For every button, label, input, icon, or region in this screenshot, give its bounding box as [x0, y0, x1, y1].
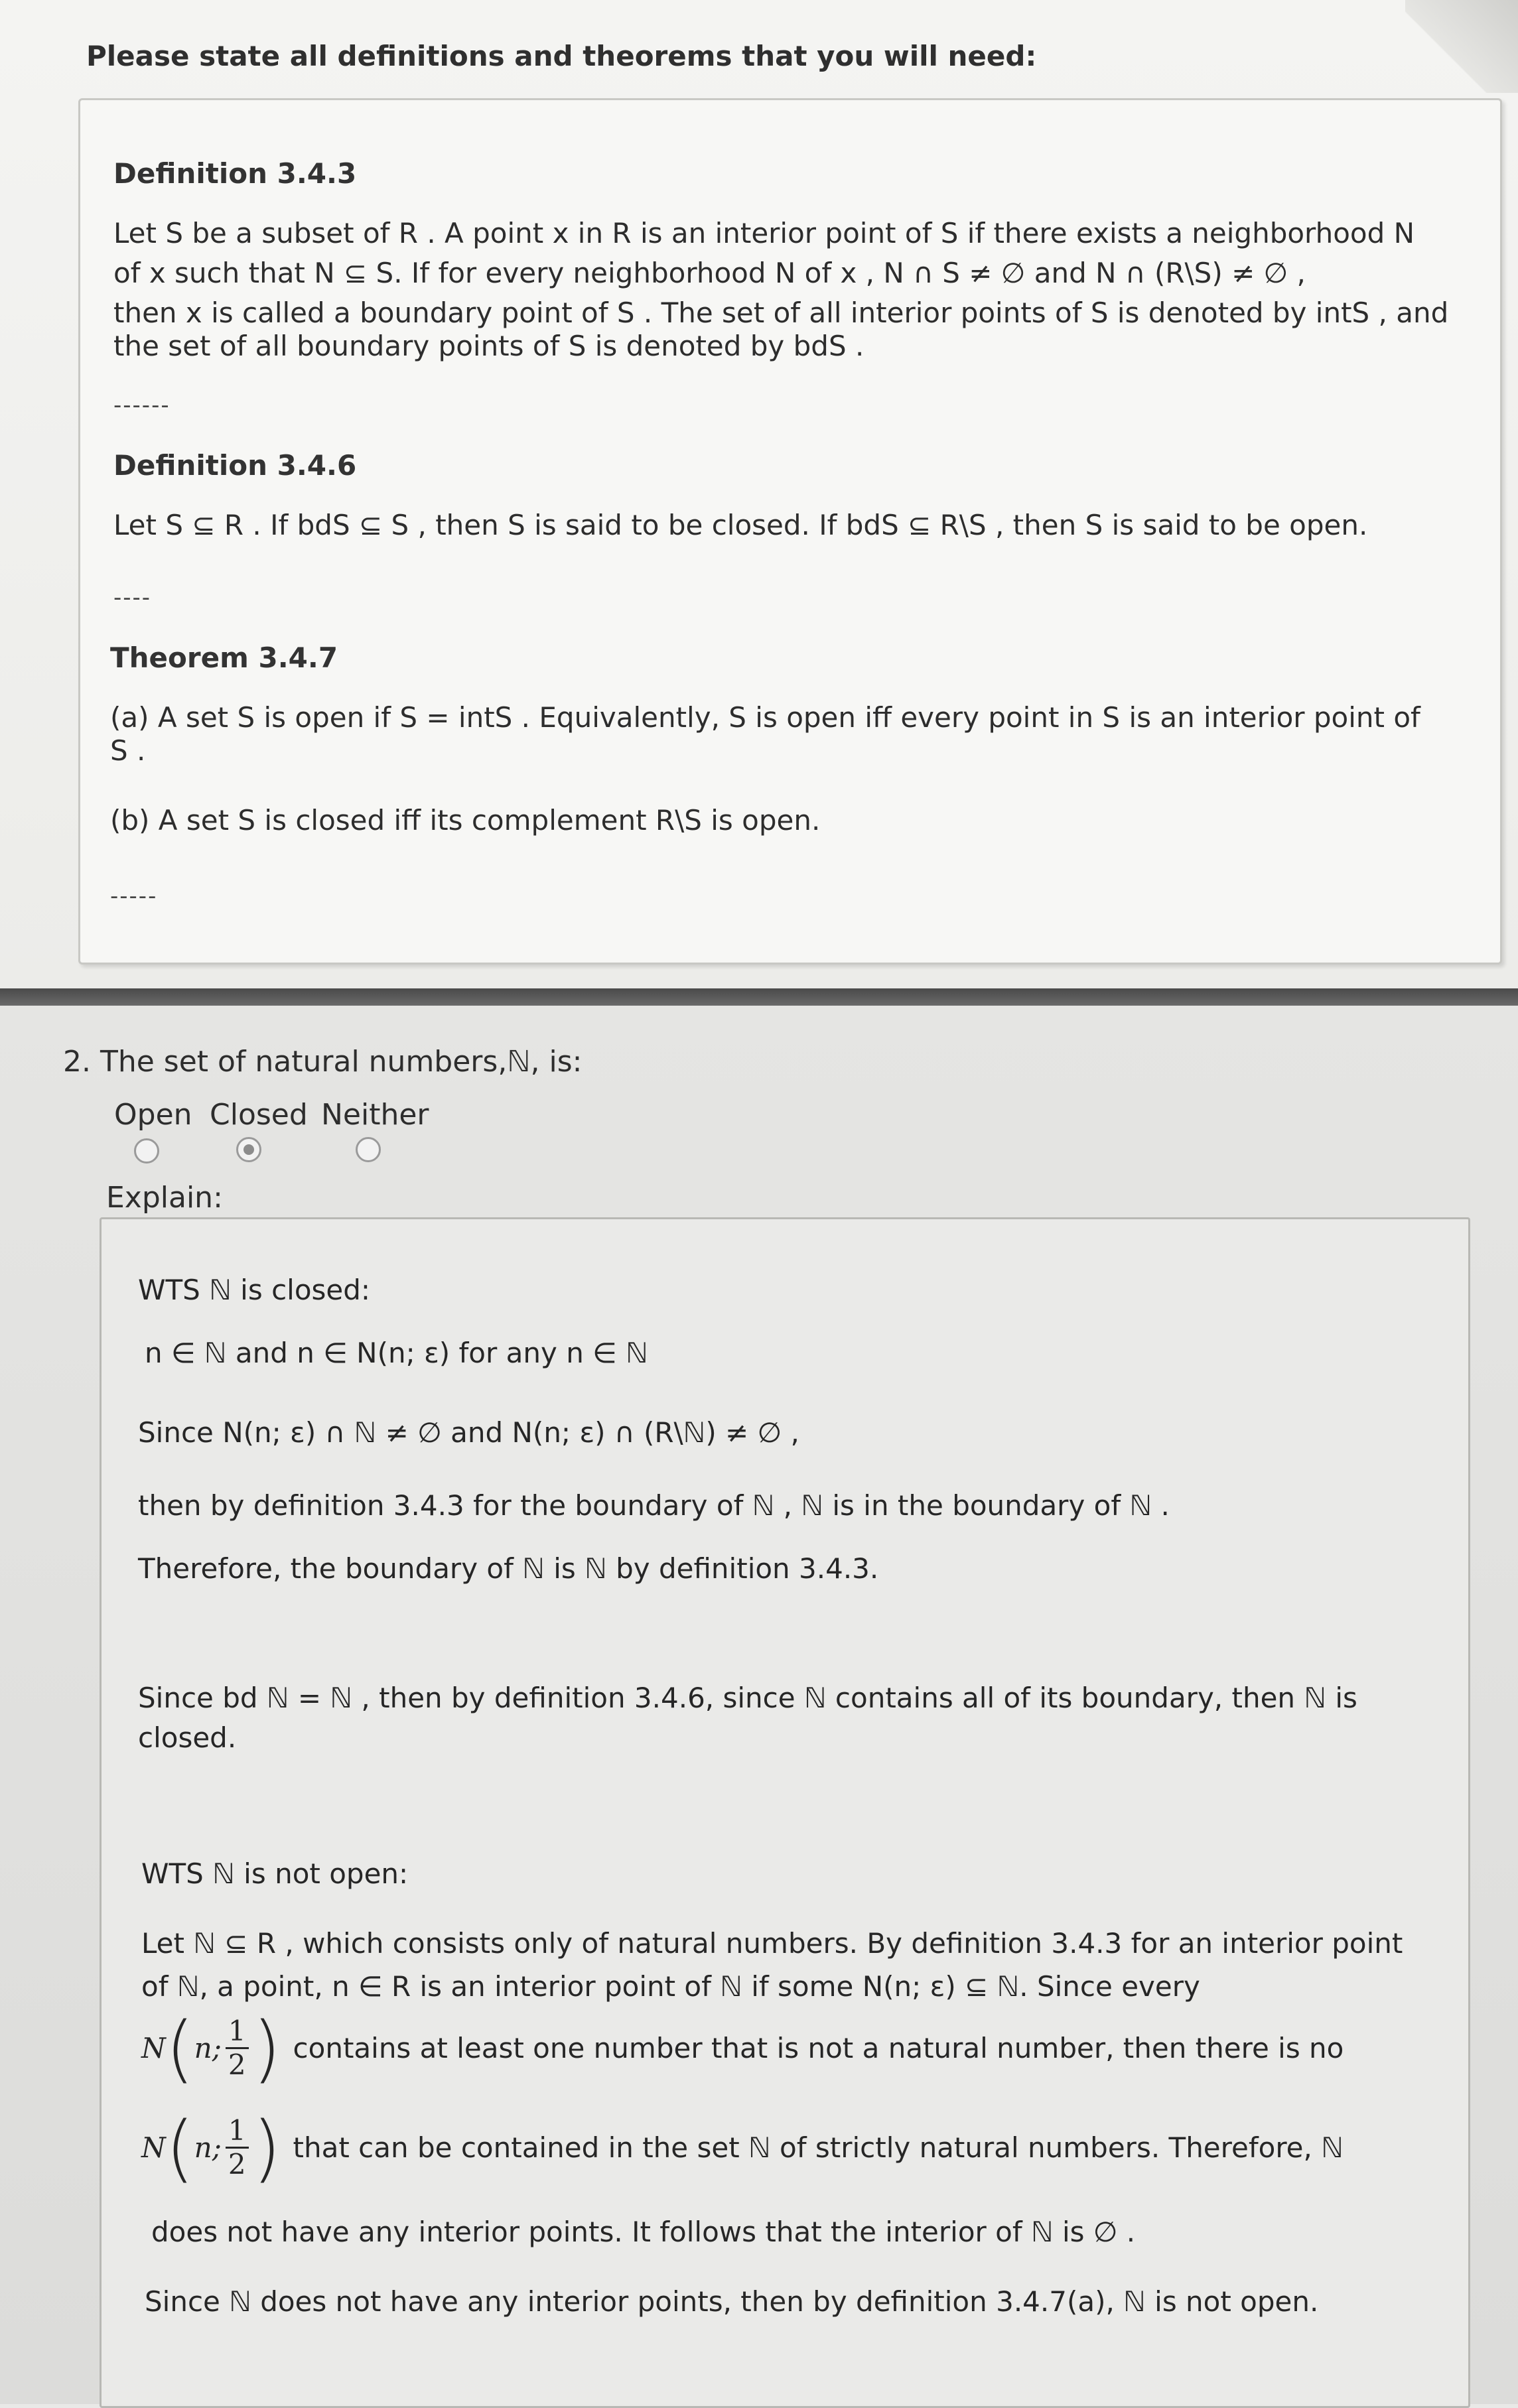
def-343-line3: then x is called a boundary point of S . The set of all interior points of S is denoted by intS , and — [113, 297, 1449, 329]
separator-1: ------ — [113, 392, 171, 419]
explain-label: Explain: — [106, 1181, 223, 1215]
thm-347-title: Theorem 3.4.7 — [110, 641, 338, 674]
nbhd-symbol: N — [141, 2031, 166, 2064]
close-paren: ) — [252, 2005, 281, 2091]
one-half-fraction: $\frac{1}{2}$ — [226, 2015, 249, 2081]
answer-line-wts-closed: WTS ℕ is closed: — [138, 1274, 371, 1306]
def-343-title: Definition 3.4.3 — [113, 157, 357, 190]
page-divider — [0, 988, 1518, 1006]
radio-closed[interactable] — [236, 1137, 261, 1162]
def-346-title: Definition 3.4.6 — [113, 449, 357, 482]
answer-textarea[interactable] — [100, 1217, 1470, 2408]
def-343-line4: the set of all boundary points of S is denoted by bdS . — [113, 330, 864, 362]
answer-line-therefore: Therefore, the boundary of ℕ is ℕ by definition 3.4.3. — [138, 1552, 879, 1585]
def-343-line1: Let S be a subset of R . A point x in R is an interior point of S if there exists a neighborhood N — [113, 217, 1415, 249]
instructions-heading: Please state all definitions and theorems that you will need: — [86, 40, 1037, 72]
thm-347-a-line2: S . — [110, 734, 146, 767]
answer-line-closed-2: closed. — [138, 1721, 237, 1754]
option-closed-label: Closed — [210, 1098, 308, 1132]
thm-347-b: (b) A set S is closed iff its complement R\S is open. — [110, 804, 821, 836]
question-title: 2. The set of natural numbers,ℕ, is: — [63, 1045, 583, 1079]
one-half-fraction-2: $\frac{1}{2}$ — [226, 2115, 249, 2180]
nbhd-symbol-2: N — [141, 2131, 166, 2164]
answer-line-interior-1: Let ℕ ⊆ R , which consists only of natural numbers. By definition 3.4.3 for an interior point — [141, 1927, 1403, 1960]
definitions-text-box[interactable] — [78, 98, 1502, 965]
answer-line-intersections: Since N(n; ε) ∩ ℕ ≠ ∅ and N(n; ε) ∩ (R\ℕ) ≠ ∅ , — [138, 1416, 799, 1449]
neighborhood-2-text: that can be contained in the set ℕ of strictly natural numbers. Therefore, ℕ — [293, 2131, 1344, 2164]
radio-neither[interactable] — [356, 1137, 381, 1162]
answer-line-interior-2: of ℕ, a point, n ∈ R is an interior point of ℕ if some N(n; ε) ⊆ ℕ. Since every — [141, 1970, 1200, 2003]
close-paren-2: ) — [252, 2105, 281, 2190]
answer-line-neighborhood-1 — [141, 2005, 1344, 2091]
thm-347-a-line1: (a) A set S is open if S = intS . Equivalently, S is open iff every point in S is an interior point of — [110, 701, 1420, 734]
nbhd-var-2: n; — [194, 2131, 222, 2164]
def-346-line1: Let S ⊆ R . If bdS ⊆ S , then S is said to be closed. If bdS ⊆ R\S , then S is said to be open. — [113, 509, 1368, 541]
separator-2: ---- — [113, 584, 152, 611]
open-paren: ( — [165, 2005, 194, 2091]
option-neither-label: Neither — [321, 1098, 429, 1132]
answer-line-not-open: Since ℕ does not have any interior points, then by definition 3.4.7(a), ℕ is not open. — [145, 2285, 1319, 2318]
neighborhood-1-text: contains at least one number that is not a natural number, then there is no — [293, 2031, 1344, 2064]
answer-line-closed-1: Since bd ℕ = ℕ , then by definition 3.4.6, since ℕ contains all of its boundary, then ℕ is — [138, 1682, 1357, 1714]
answer-line-neighborhood-2 — [141, 2105, 1344, 2190]
answer-line-membership: n ∈ ℕ and n ∈ N(n; ε) for any n ∈ ℕ — [145, 1337, 648, 1369]
def-343-line2: of x such that N ⊆ S. If for every neighborhood N of x , N ∩ S ≠ ∅ and N ∩ (R\S) ≠ ∅ , — [113, 257, 1306, 289]
option-open-label: Open — [114, 1098, 192, 1132]
nbhd-var: n; — [194, 2031, 222, 2064]
answer-line-no-interior: does not have any interior points. It follows that the interior of ℕ is ∅ . — [151, 2216, 1136, 2248]
radio-open[interactable] — [134, 1138, 159, 1164]
answer-line-wts-not-open: WTS ℕ is not open: — [141, 1857, 409, 1890]
answer-line-boundary: then by definition 3.4.3 for the boundary of ℕ , ℕ is in the boundary of ℕ . — [138, 1489, 1170, 1522]
open-paren-2: ( — [165, 2105, 194, 2190]
separator-3: ----- — [110, 883, 158, 909]
page-corner-shadow — [1405, 0, 1518, 93]
